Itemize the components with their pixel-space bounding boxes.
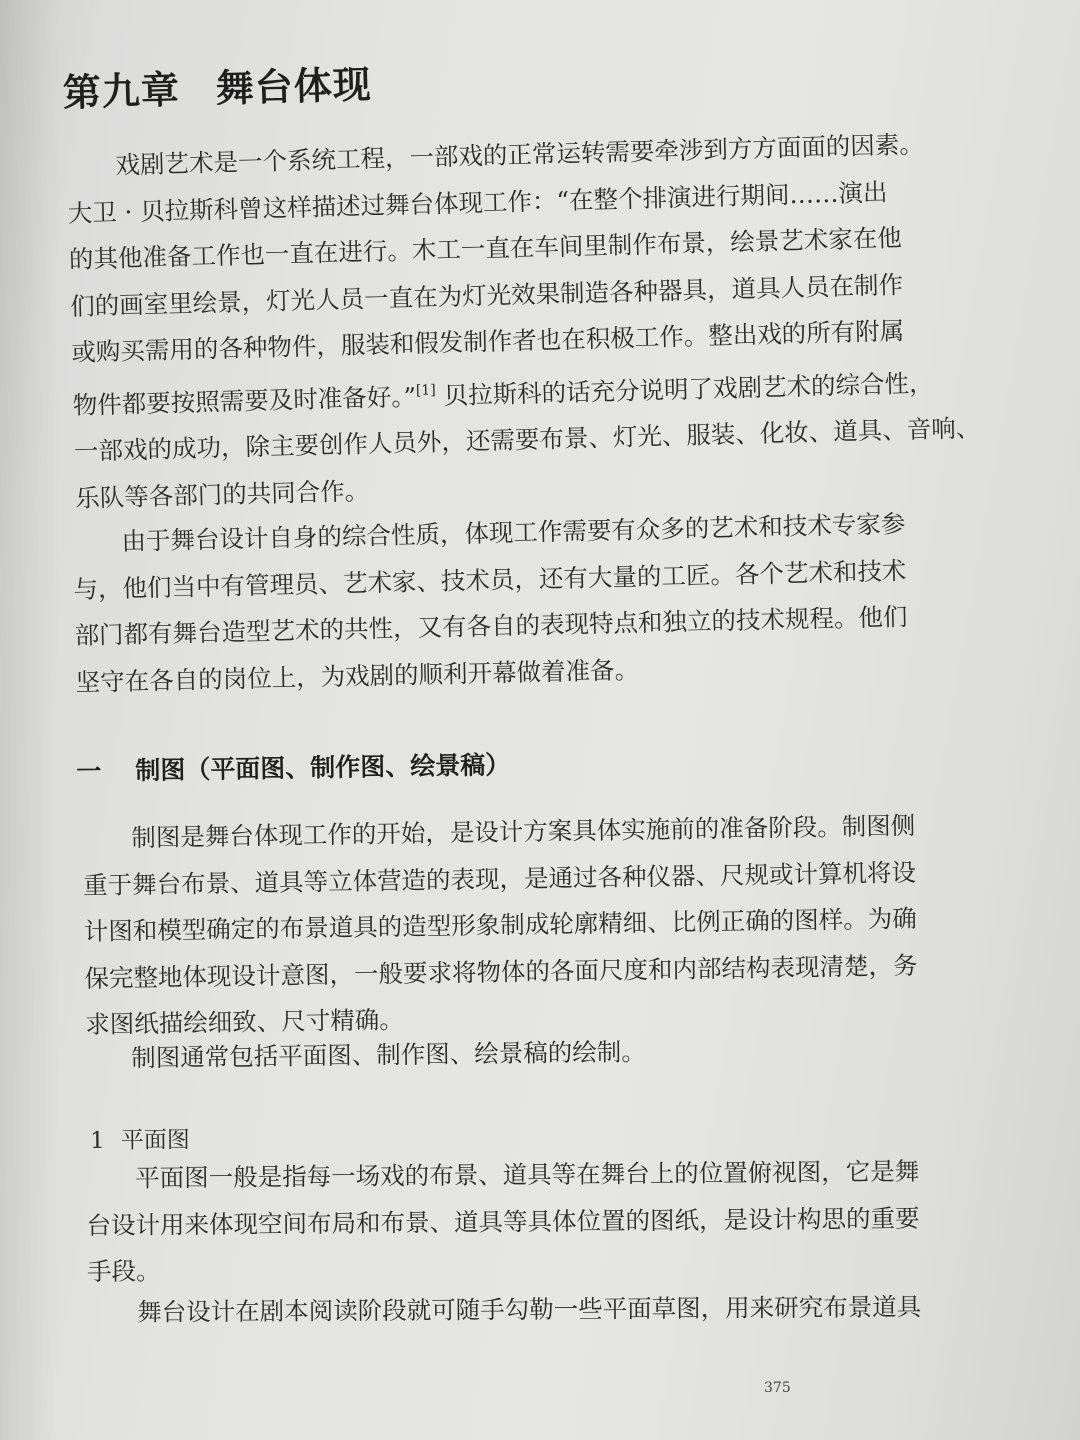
paragraph-3 — [82, 803, 919, 1049]
text-line: 求图纸描绘细致、尺寸精确。 — [85, 1004, 404, 1039]
text-line: 手段。 — [86, 1256, 161, 1286]
quote-end: 物件都要按照需要及时准备好。” — [72, 381, 417, 420]
paragraph-6 — [88, 1284, 921, 1336]
subsection-heading — [90, 1121, 190, 1155]
page-gutter-shadow — [0, 0, 60, 1440]
text-line: 制图是舞台体现工作的开始，是设计方案具体实施前的准备阶段。制图侧 — [82, 810, 916, 853]
paragraph-2 — [72, 501, 909, 706]
paragraph-5 — [86, 1149, 920, 1296]
text-line: 戏剧艺术是一个系统工程，一部戏的正常运转需要牵涉到方方面面的因素。 — [66, 129, 925, 181]
paragraph-4 — [82, 1029, 646, 1082]
text-fragment: 贝拉斯科的话充分说明了戏剧艺术的综合性， — [443, 367, 934, 410]
chapter-number: 第九章 — [62, 66, 181, 115]
page-number: 375 — [764, 1380, 791, 1396]
text-line: 平面图一般是指每一场戏的布景、道具等在舞台上的位置俯视图，它是舞 — [86, 1156, 920, 1193]
text-line: 与，他们当中有管理员、艺术家、技术员，还有大量的工匠。各个艺术和技术 — [73, 555, 907, 604]
section-number: 一 — [76, 756, 102, 786]
text-line: 坚守在各自的岗位上，为戏剧的顺利开幕做着准备。 — [75, 654, 640, 697]
text-line: 计图和模型确定的布景道具的造型形象制成轮廓精细、比例正确的图样。为确 — [83, 903, 917, 946]
text-line: 保完整地体现设计意图，一般要求将物体的各面尺度和内部结构表现清楚，务 — [84, 950, 918, 993]
subsection-title: 平面图 — [120, 1127, 190, 1154]
section-title: 制图（平面图、制作图、绘景稿） — [135, 750, 511, 786]
section-heading — [76, 745, 511, 788]
text-line: 舞台设计在剧本阅读阶段就可随手勾勒一些平面草图，用来研究布景道具 — [88, 1292, 922, 1327]
text-line: 重于舞台布景、道具等立体营造的表现，是通过各种仪器、尺规或计算机将设 — [82, 857, 917, 900]
text-line: 乐队等各部门的共同合作。 — [74, 475, 370, 513]
footnote-marker[interactable]: [1] — [415, 381, 436, 399]
text-line: 制图通常包括平面图、制作图、绘景稿的绘制。 — [82, 1037, 646, 1073]
text-line: 由于舞台设计自身的综合性质，体现工作需要有众多的艺术和技术专家参 — [72, 509, 906, 557]
intro-paragraph — [66, 120, 982, 522]
chapter-name: 舞台体现 — [215, 61, 373, 111]
text-line: 一部戏的成功，除主要创作人员外，还需要布景、灯光、服装、化妆、道具、音响、 — [73, 413, 981, 466]
text-line: 部门都有舞台造型艺术的共性，又有各自的表现特点和独立的技术规程。他们 — [74, 602, 908, 650]
text-line: 的其他准备工作也一直在进行。木工一直在车间里制作布景，绘景艺术家在他 — [68, 223, 903, 274]
chapter-title — [62, 53, 372, 117]
subsection-number: 1 — [90, 1127, 105, 1154]
text-line: 台设计用来体现空间布局和布景、道具等具体位置的图纸，是设计构思的重要 — [86, 1203, 920, 1240]
text-line: 们的画室里绘景，灯光人员一直在为灯光效果制造各种器具，道具人员在制作 — [69, 269, 904, 321]
text-line: 或购买需用的各种物件，服装和假发制作者也在积极工作。整出戏的所有附属 — [71, 316, 905, 367]
text-line: 大卫 · 贝拉斯科曾这样描述过舞台体现工作：“在整个排演进行期间……演出 — [67, 177, 888, 228]
